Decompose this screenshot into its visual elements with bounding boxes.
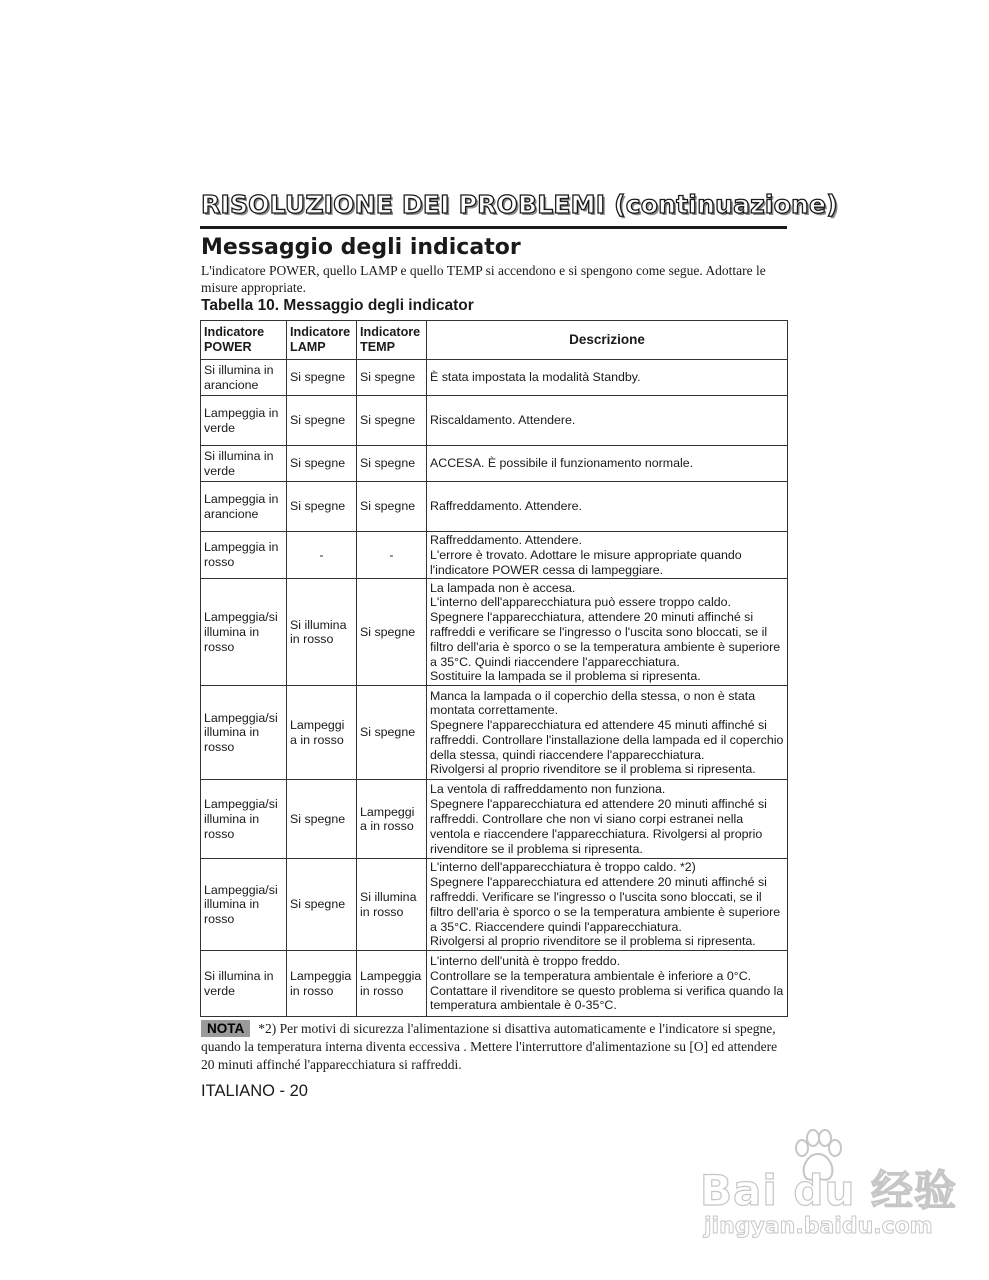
- cell-power: Lampeggia/si illumina in rosso: [201, 780, 287, 859]
- header-temp: Indicatore TEMP: [357, 321, 427, 360]
- cell-lamp: Si spegne: [287, 360, 357, 396]
- cell-temp: Si illumina in rosso: [357, 859, 427, 951]
- cell-lamp: Si spegne: [287, 396, 357, 446]
- cell-temp: Si spegne: [357, 579, 427, 686]
- note-text: *2) Per motivi di sicurezza l'alimentazione si disattiva automaticamente e l'indicatore si spegne, quando la temperatura interna diventa eccessiva . Mettere l'interruttore d'alimentazione su [O] ed attendere 20 minuti affinché l'apparecchiatura si raffreddi.: [201, 1021, 778, 1072]
- table-header-row: [201, 321, 788, 360]
- cell-temp: Si spegne: [357, 396, 427, 446]
- cell-temp: Si spegne: [357, 360, 427, 396]
- table-row: [201, 859, 788, 951]
- cell-description: È stata impostata la modalità Standby.: [427, 360, 788, 396]
- cell-description: ACCESA. È possibile il funzionamento normale.: [427, 446, 788, 482]
- cell-description: L'interno dell'unità è troppo freddo. Controllare se la temperatura ambientale è inferiore a 0°C. Contattare il rivenditore se questo problema si verifica quando la temperatura ambientale è 0-35°C.: [427, 951, 788, 1017]
- title-rule: [200, 226, 787, 229]
- table-row: [201, 780, 788, 859]
- cell-lamp: Si spegne: [287, 482, 357, 532]
- cell-power: Lampeggia/si illumina in rosso: [201, 686, 287, 780]
- table-row: [201, 396, 788, 446]
- cell-description: L'interno dell'apparecchiatura è troppo caldo. *2) Spegnere l'apparecchiatura ed attendere 20 minuti affinché si raffreddi. Verificare se l'ingresso o l'uscita sono bloccati, se il filtro dell'aria è sporco o se la temperatura ambiente è superiore a 35°C. Riaccendere quindi l'apparecchiatura. Rivolgersi al proprio rivenditore se il problema si ripresenta.: [427, 859, 788, 951]
- cell-description: Manca la lampada o il coperchio della stessa, o non è stata montata correttamente. Spegnere l'apparecchiatura ed attendere 45 minuti affinché si raffreddi. Controllare l'installazione della lampada ed il coperchio della stessa, quindi riaccendere l'apparecchiatura. Rivolgersi al proprio rivenditore se il problema si ripresenta.: [427, 686, 788, 780]
- note-block: [201, 1020, 786, 1074]
- cell-temp: Si spegne: [357, 446, 427, 482]
- cell-power: Si illumina in arancione: [201, 360, 287, 396]
- nota-badge: NOTA: [201, 1020, 250, 1037]
- indicator-table: [200, 320, 788, 1017]
- watermark-url: jingyan.baidu.com: [704, 1214, 933, 1239]
- cell-lamp: Si spegne: [287, 859, 357, 951]
- page-number: ITALIANO - 20: [201, 1082, 308, 1100]
- cell-temp: Si spegne: [357, 482, 427, 532]
- table-caption: Tabella 10. Messaggio degli indicator: [201, 297, 474, 314]
- cell-temp: Lampeggi a in rosso: [357, 780, 427, 859]
- cell-lamp: -: [287, 532, 357, 579]
- watermark-logo: Bai du 经验: [700, 1166, 957, 1215]
- cell-power: Lampeggia/si illumina in rosso: [201, 579, 287, 686]
- cell-temp: Si spegne: [357, 686, 427, 780]
- header-power: Indicatore POWER: [201, 321, 287, 360]
- cell-lamp: Si illumina in rosso: [287, 579, 357, 686]
- cell-description: Raffreddamento. Attendere.: [427, 482, 788, 532]
- cell-power: Lampeggia in rosso: [201, 532, 287, 579]
- cell-power: Lampeggia/si illumina in rosso: [201, 859, 287, 951]
- table-row: [201, 951, 788, 1017]
- intro-paragraph: L'indicatore POWER, quello LAMP e quello TEMP si accendono e si spengono come segue. Adottare le misure appropriate.: [201, 263, 766, 295]
- section-heading: Messaggio degli indicator: [201, 235, 521, 260]
- table-row: [201, 482, 788, 532]
- cell-power: Lampeggia in arancione: [201, 482, 287, 532]
- cell-lamp: Si spegne: [287, 780, 357, 859]
- cell-temp: Lampeggia in rosso: [357, 951, 427, 1017]
- page-title: RISOLUZIONE DEI PROBLEMI (continuazione): [201, 190, 838, 219]
- table-row: [201, 579, 788, 686]
- header-description: Descrizione: [427, 321, 788, 360]
- cell-description: Riscaldamento. Attendere.: [427, 396, 788, 446]
- header-lamp: Indicatore LAMP: [287, 321, 357, 360]
- cell-lamp: Lampeggia in rosso: [287, 951, 357, 1017]
- cell-temp: -: [357, 532, 427, 579]
- baidu-watermark: [700, 1128, 957, 1248]
- table-row: [201, 532, 788, 579]
- table-row: [201, 446, 788, 482]
- table-row: [201, 686, 788, 780]
- cell-power: Si illumina in verde: [201, 446, 287, 482]
- cell-lamp: Lampeggi a in rosso: [287, 686, 357, 780]
- cell-description: La ventola di raffreddamento non funziona. Spegnere l'apparecchiatura ed attendere 20 minuti affinché si raffreddi. Controllare che non vi siano corpi estranei nella ventola e riaccendere l'apparecchiatura. Rivolgersi al proprio rivenditore se il problema si ripresenta.: [427, 780, 788, 859]
- cell-description: La lampada non è accesa. L'interno dell'apparecchiatura può essere troppo caldo. Spegnere l'apparecchiatura, attendere 20 minuti affinché si raffreddi e verificare se l'ingresso o l'uscita sono bloccati, se il filtro dell'aria è sporco o se la temperatura ambiente è superiore a 35°C. Quindi riaccendere l'apparecchiatura. Sostituire la lampada se il problema si ripresenta.: [427, 579, 788, 686]
- table-row: [201, 360, 788, 396]
- cell-power: Lampeggia in verde: [201, 396, 287, 446]
- cell-lamp: Si spegne: [287, 446, 357, 482]
- cell-description: Raffreddamento. Attendere. L'errore è trovato. Adottare le misure appropriate quando l'indicatore POWER cessa di lampeggiare.: [427, 532, 788, 579]
- cell-power: Si illumina in verde: [201, 951, 287, 1017]
